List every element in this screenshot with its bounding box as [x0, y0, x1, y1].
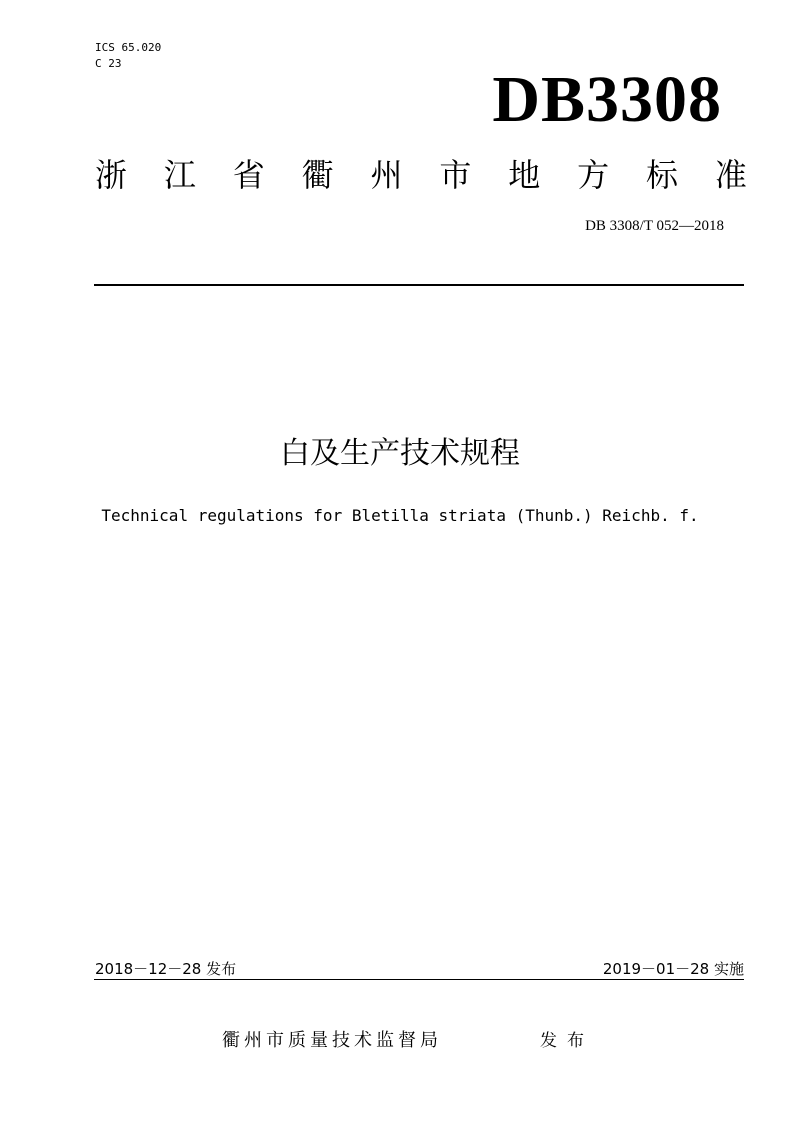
document-title-zh: 白及生产技术规程: [280, 436, 520, 471]
issue-label: 发布: [540, 1031, 594, 1051]
issuing-authority: 衢州市质量技术监督局: [222, 1030, 442, 1051]
category-char: 衢: [301, 156, 334, 194]
header-divider: [94, 284, 744, 286]
category-char: 标: [646, 156, 679, 194]
publish-date: 2018－12－28 发布: [95, 960, 237, 978]
standard-category: [95, 155, 747, 195]
category-char: 江: [163, 156, 196, 194]
document-title-en: Technical regulations for Bletilla striata (Thunb.) Reichb. f.: [101, 506, 699, 525]
category-char: 省: [232, 156, 265, 194]
footer-divider: [94, 979, 744, 980]
category-char: 方: [577, 156, 610, 194]
category-char: 地: [508, 156, 541, 194]
classification-codes: [95, 40, 161, 72]
ccs-code: C 23: [95, 57, 122, 70]
category-char: 州: [370, 156, 403, 194]
category-char: 准: [714, 156, 747, 194]
ics-code: ICS 65.020: [95, 41, 162, 54]
implement-date: 2019－01－28 实施: [602, 960, 744, 978]
category-char: 市: [439, 156, 472, 194]
db-code: DB3308: [492, 63, 722, 136]
standard-number: DB 3308/T 052—2018: [585, 218, 724, 234]
category-char: 浙: [95, 156, 128, 194]
